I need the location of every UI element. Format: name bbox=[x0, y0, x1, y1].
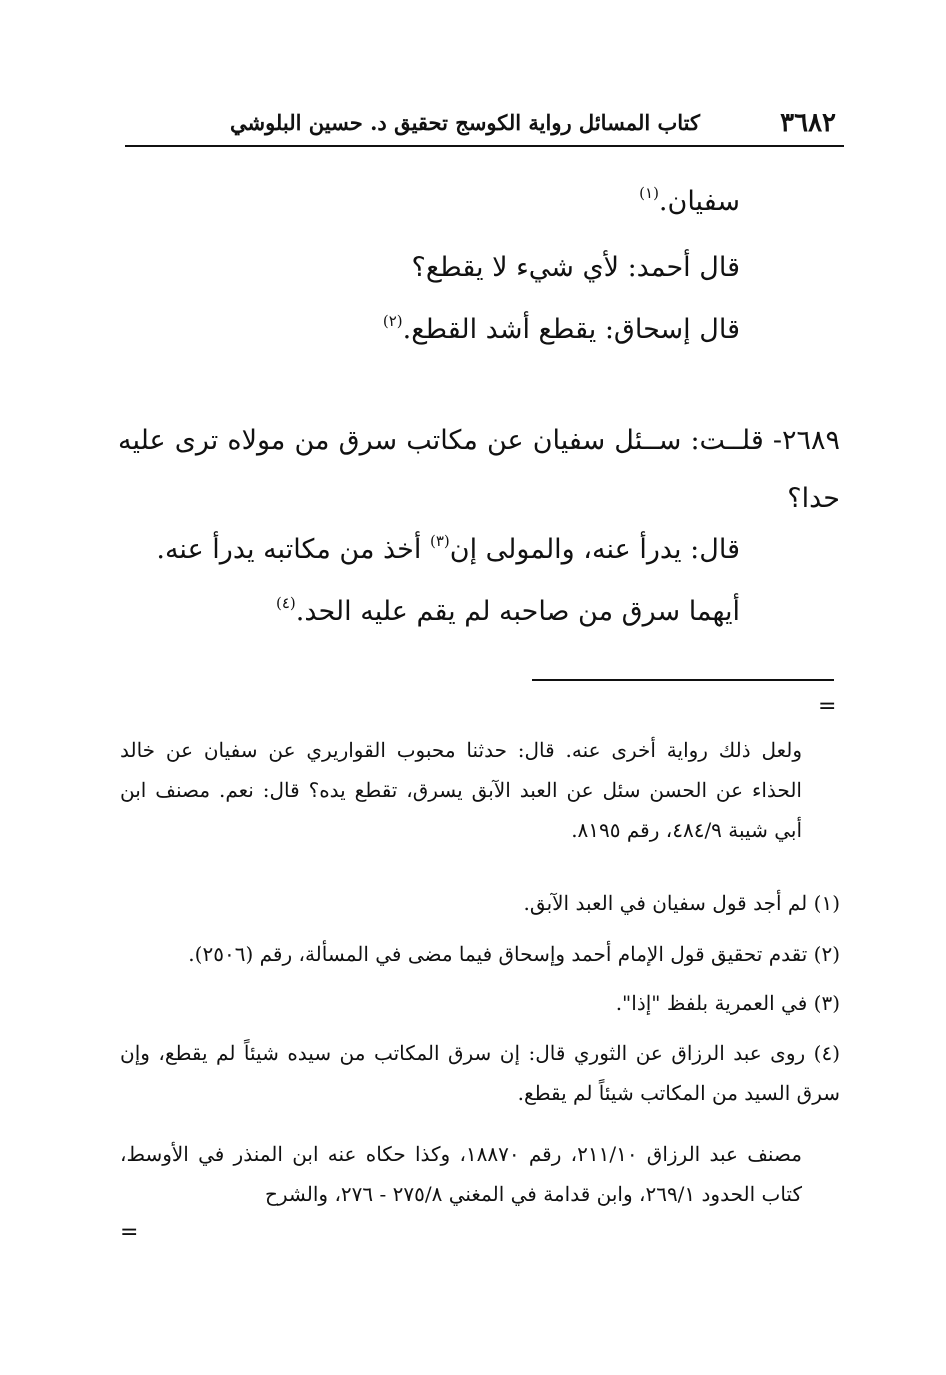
footnote-4 bbox=[120, 1033, 840, 1113]
footnote-4-text: روى عبد الرزاق عن الثوري قال: إن سرق المكاتب من سيده شيئاً لم يقطع، وإن سرق السيد من المكاتب شيئاً لم يقطع. bbox=[120, 1041, 840, 1105]
body-line-3-text: قال إسحاق: يقطع أشد القطع. bbox=[402, 314, 740, 345]
body-line-2-text: قال أحمد: لأي شيء لا يقطع؟ bbox=[411, 252, 740, 283]
body-line-2 bbox=[115, 250, 740, 286]
footnote-1 bbox=[120, 883, 840, 923]
footnote-2 bbox=[120, 934, 840, 974]
footnote-3 bbox=[120, 983, 840, 1023]
footnote-separator bbox=[532, 679, 834, 681]
answer-part-1: قال: يدرأ عنه، والمولى إن bbox=[449, 534, 740, 565]
page-header bbox=[125, 102, 840, 142]
footnote-1-text: لم أجد قول سفيان في العبد الآبق. bbox=[523, 891, 808, 915]
body-line-1 bbox=[115, 184, 740, 220]
continuation-mark: = bbox=[818, 694, 837, 719]
note-ref-4: (٤) bbox=[275, 594, 296, 612]
last-body-line-text: أيهما سرق من صاحبه لم يقم عليه الحد. bbox=[295, 596, 740, 627]
footnote-2-number: (٢) bbox=[813, 942, 840, 966]
footnote-4-sources: مصنف عبد الرزاق ٢١١/١٠، رقم ١٨٨٧٠، وكذا حكاه عنه ابن المنذر في الأوسط، كتاب الحدود ٢٦٩/١، وابن قدامة في المغني ٢٧٥/٨ - ٢٧٦، والشرح bbox=[120, 1142, 802, 1206]
footnote-2-text: تقدم تحقيق قول الإمام أحمد وإسحاق فيما مضى في المسألة، رقم (٢٥٠٦). bbox=[188, 942, 808, 966]
answer-part-2: أخذ من مكاتبه يدرأ عنه. bbox=[156, 534, 422, 565]
running-title: كتاب المسائل رواية الكوسج تحقيق د. حسين البلوشي bbox=[229, 110, 700, 135]
last-body-line bbox=[115, 594, 740, 630]
entry-question-text: قلــت: ســئل سفيان عن مكاتب سرق من مولاه ترى عليه حدا؟ bbox=[118, 425, 840, 514]
note-ref-3: (٣) bbox=[429, 532, 450, 550]
question-entry-2689 bbox=[118, 412, 840, 528]
footnote-3-text: في العمرية بلفظ "إذا". bbox=[615, 991, 808, 1015]
answer-line bbox=[115, 532, 740, 568]
body-line-3 bbox=[115, 312, 740, 348]
body-line-1-text: سفيان. bbox=[658, 186, 740, 217]
page-number: ٣٦٨٢ bbox=[780, 108, 836, 138]
footnote-continuation: ولعل ذلك رواية أخرى عنه. قال: حدثنا محبوب القواريري عن سفيان عن خالد الحذاء عن الحسن سئل عن العبد الآبق يسرق، تقطع يده؟ قال: نعم. مصنف ابن أبي شيبة ٤٨٤/٩، رقم ٨١٩٥. bbox=[120, 738, 802, 842]
footnote-1-number: (١) bbox=[813, 891, 840, 915]
end-continuation-mark: = bbox=[120, 1220, 139, 1245]
footnote-3-number: (٣) bbox=[813, 991, 840, 1015]
footnote-4-number: (٤) bbox=[813, 1041, 841, 1065]
note-ref-2: (٢) bbox=[382, 312, 403, 330]
header-rule bbox=[125, 145, 844, 147]
note-ref-1: (١) bbox=[639, 184, 659, 202]
entry-number: ٢٦٨٩- bbox=[772, 425, 840, 456]
